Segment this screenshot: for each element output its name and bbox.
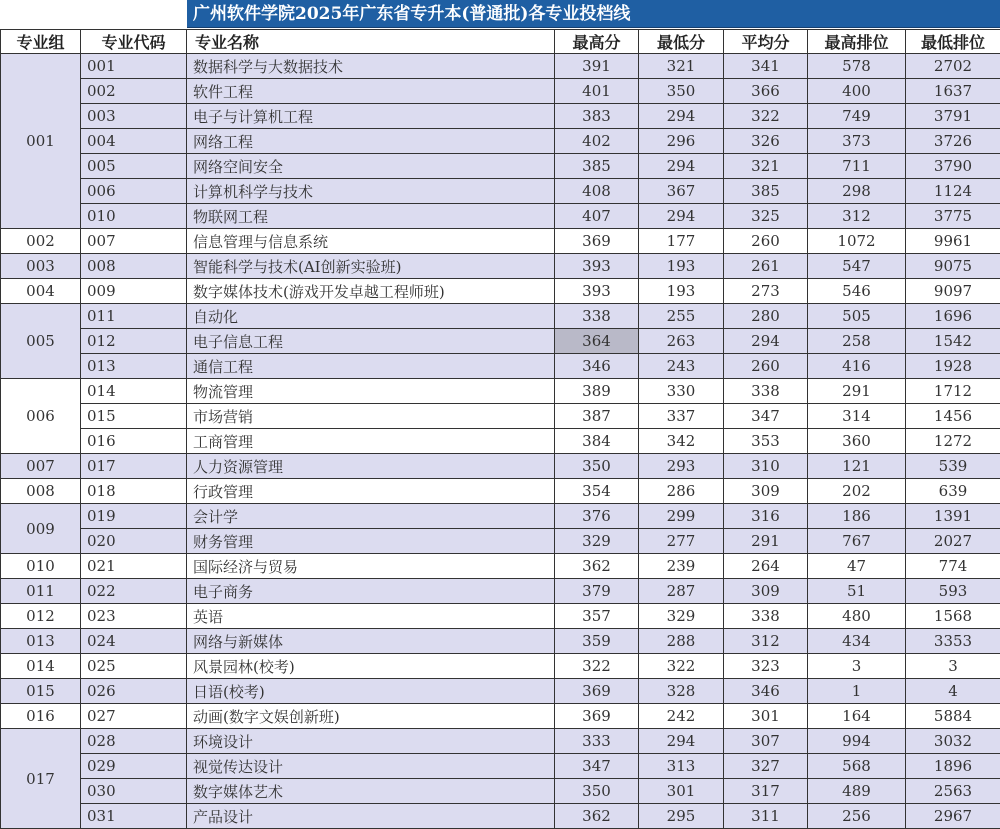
avg-score-cell[interactable]: 316: [724, 504, 808, 529]
lowest-rank-cell[interactable]: 9075: [906, 254, 1000, 279]
major-code-cell[interactable]: 016: [81, 429, 187, 454]
major-code-cell[interactable]: 025: [81, 654, 187, 679]
header-name: 专业名称: [187, 30, 555, 54]
table-row: [1, 529, 1000, 554]
major-code-cell[interactable]: 005: [81, 154, 187, 179]
table-row: [1, 654, 1000, 679]
highest-rank-cell[interactable]: 1072: [808, 229, 906, 254]
highest-rank-cell[interactable]: 568: [808, 754, 906, 779]
table-row: [1, 729, 1000, 754]
major-code-cell[interactable]: 001: [81, 54, 187, 79]
max-score-cell[interactable]: 362: [555, 804, 639, 829]
avg-score-cell[interactable]: 323: [724, 654, 808, 679]
lowest-rank-cell[interactable]: 3726: [906, 129, 1000, 154]
max-score-cell[interactable]: 393: [555, 254, 639, 279]
highest-rank-cell[interactable]: 1: [808, 679, 906, 704]
table-row: [1, 754, 1000, 779]
major-name-cell[interactable]: 工商管理: [187, 429, 555, 454]
highest-rank-cell[interactable]: 749: [808, 104, 906, 129]
major-code-cell[interactable]: 009: [81, 279, 187, 304]
major-code-cell[interactable]: 017: [81, 454, 187, 479]
avg-score-cell[interactable]: 347: [724, 404, 808, 429]
table-row: [1, 429, 1000, 454]
header-lowest-rank: 最低排位: [906, 30, 1000, 54]
lowest-rank-cell[interactable]: 3775: [906, 204, 1000, 229]
max-score-cell[interactable]: 329: [555, 529, 639, 554]
major-name-cell[interactable]: 电子与计算机工程: [187, 104, 555, 129]
min-score-cell[interactable]: 301: [639, 779, 724, 804]
major-name-cell[interactable]: 环境设计: [187, 729, 555, 754]
group-cell[interactable]: 002: [1, 229, 81, 254]
highest-rank-cell[interactable]: 3: [808, 654, 906, 679]
major-name-cell[interactable]: 数字媒体技术(游戏开发卓越工程师班): [187, 279, 555, 304]
max-score-cell[interactable]: 387: [555, 404, 639, 429]
major-code-cell[interactable]: 029: [81, 754, 187, 779]
header-avg-score: 平均分: [724, 30, 808, 54]
header-row: [1, 30, 1000, 54]
major-name-cell[interactable]: 网络空间安全: [187, 154, 555, 179]
table-row: [1, 129, 1000, 154]
table-row: [1, 179, 1000, 204]
table-row: [1, 454, 1000, 479]
avg-score-cell[interactable]: 326: [724, 129, 808, 154]
min-score-cell[interactable]: 295: [639, 804, 724, 829]
avg-score-cell[interactable]: 260: [724, 354, 808, 379]
max-score-cell[interactable]: 346: [555, 354, 639, 379]
max-score-cell[interactable]: 369: [555, 229, 639, 254]
major-name-cell[interactable]: 网络工程: [187, 129, 555, 154]
group-cell[interactable]: 015: [1, 679, 81, 704]
max-score-cell[interactable]: 359: [555, 629, 639, 654]
table-row: [1, 579, 1000, 604]
lowest-rank-cell[interactable]: 3790: [906, 154, 1000, 179]
header-highest-rank: 最高排位: [808, 30, 906, 54]
major-code-cell[interactable]: 019: [81, 504, 187, 529]
major-code-cell[interactable]: 020: [81, 529, 187, 554]
lowest-rank-cell[interactable]: 1542: [906, 329, 1000, 354]
group-cell[interactable]: 013: [1, 629, 81, 654]
min-score-cell[interactable]: 294: [639, 204, 724, 229]
group-cell[interactable]: 009: [1, 504, 81, 554]
major-code-cell[interactable]: 006: [81, 179, 187, 204]
avg-score-cell[interactable]: 273: [724, 279, 808, 304]
min-score-cell[interactable]: 242: [639, 704, 724, 729]
avg-score-cell[interactable]: 264: [724, 554, 808, 579]
major-code-cell[interactable]: 012: [81, 329, 187, 354]
min-score-cell[interactable]: 255: [639, 304, 724, 329]
max-score-cell[interactable]: 322: [555, 654, 639, 679]
major-code-cell[interactable]: 018: [81, 479, 187, 504]
lowest-rank-cell[interactable]: 4: [906, 679, 1000, 704]
max-score-cell[interactable]: 364: [555, 329, 639, 354]
major-name-cell[interactable]: 物联网工程: [187, 204, 555, 229]
lowest-rank-cell[interactable]: 3: [906, 654, 1000, 679]
table-row: [1, 504, 1000, 529]
major-code-cell[interactable]: 021: [81, 554, 187, 579]
major-name-cell[interactable]: 人力资源管理: [187, 454, 555, 479]
major-name-cell[interactable]: 英语: [187, 604, 555, 629]
avg-score-cell[interactable]: 294: [724, 329, 808, 354]
lowest-rank-cell[interactable]: 5884: [906, 704, 1000, 729]
major-name-cell[interactable]: 会计学: [187, 504, 555, 529]
min-score-cell[interactable]: 296: [639, 129, 724, 154]
avg-score-cell[interactable]: 385: [724, 179, 808, 204]
max-score-cell[interactable]: 385: [555, 154, 639, 179]
min-score-cell[interactable]: 243: [639, 354, 724, 379]
highest-rank-cell[interactable]: 505: [808, 304, 906, 329]
lowest-rank-cell[interactable]: 639: [906, 479, 1000, 504]
group-cell[interactable]: 005: [1, 304, 81, 379]
max-score-cell[interactable]: 402: [555, 129, 639, 154]
lowest-rank-cell[interactable]: 1896: [906, 754, 1000, 779]
major-name-cell[interactable]: 自动化: [187, 304, 555, 329]
max-score-cell[interactable]: 393: [555, 279, 639, 304]
max-score-cell[interactable]: 354: [555, 479, 639, 504]
lowest-rank-cell[interactable]: 1124: [906, 179, 1000, 204]
major-name-cell[interactable]: 计算机科学与技术: [187, 179, 555, 204]
table-row: [1, 479, 1000, 504]
major-name-cell[interactable]: 产品设计: [187, 804, 555, 829]
lowest-rank-cell[interactable]: 1696: [906, 304, 1000, 329]
highest-rank-cell[interactable]: 994: [808, 729, 906, 754]
major-name-cell[interactable]: 信息管理与信息系统: [187, 229, 555, 254]
max-score-cell[interactable]: 384: [555, 429, 639, 454]
max-score-cell[interactable]: 408: [555, 179, 639, 204]
major-code-cell[interactable]: 010: [81, 204, 187, 229]
min-score-cell[interactable]: 337: [639, 404, 724, 429]
table-row: [1, 279, 1000, 304]
lowest-rank-cell[interactable]: 774: [906, 554, 1000, 579]
major-name-cell[interactable]: 数据科学与大数据技术: [187, 54, 555, 79]
highest-rank-cell[interactable]: 312: [808, 204, 906, 229]
group-cell[interactable]: 006: [1, 379, 81, 454]
table-row: [1, 379, 1000, 404]
highest-rank-cell[interactable]: 360: [808, 429, 906, 454]
highest-rank-cell[interactable]: 400: [808, 79, 906, 104]
min-score-cell[interactable]: 239: [639, 554, 724, 579]
avg-score-cell[interactable]: 307: [724, 729, 808, 754]
group-cell[interactable]: 016: [1, 704, 81, 729]
lowest-rank-cell[interactable]: 2967: [906, 804, 1000, 829]
lowest-rank-cell[interactable]: 9961: [906, 229, 1000, 254]
avg-score-cell[interactable]: 317: [724, 779, 808, 804]
major-code-cell[interactable]: 028: [81, 729, 187, 754]
min-score-cell[interactable]: 328: [639, 679, 724, 704]
min-score-cell[interactable]: 313: [639, 754, 724, 779]
major-name-cell[interactable]: 智能科学与技术(AI创新实验班): [187, 254, 555, 279]
major-name-cell[interactable]: 行政管理: [187, 479, 555, 504]
major-code-cell[interactable]: 024: [81, 629, 187, 654]
min-score-cell[interactable]: 299: [639, 504, 724, 529]
header-group: 专业组: [1, 30, 81, 54]
group-cell[interactable]: 011: [1, 579, 81, 604]
highest-rank-cell[interactable]: 547: [808, 254, 906, 279]
highest-rank-cell[interactable]: 711: [808, 154, 906, 179]
lowest-rank-cell[interactable]: 2563: [906, 779, 1000, 804]
major-name-cell[interactable]: 通信工程: [187, 354, 555, 379]
table-row: [1, 104, 1000, 129]
group-cell[interactable]: 003: [1, 254, 81, 279]
table-row: [1, 404, 1000, 429]
highest-rank-cell[interactable]: 480: [808, 604, 906, 629]
min-score-cell[interactable]: 350: [639, 79, 724, 104]
max-score-cell[interactable]: 383: [555, 104, 639, 129]
table-row: [1, 554, 1000, 579]
group-cell[interactable]: 010: [1, 554, 81, 579]
lowest-rank-cell[interactable]: 3032: [906, 729, 1000, 754]
min-score-cell[interactable]: 263: [639, 329, 724, 354]
table-body: [1, 54, 1000, 829]
highest-rank-cell[interactable]: 291: [808, 379, 906, 404]
avg-score-cell[interactable]: 311: [724, 804, 808, 829]
major-code-cell[interactable]: 031: [81, 804, 187, 829]
table-row: [1, 204, 1000, 229]
min-score-cell[interactable]: 193: [639, 254, 724, 279]
highest-rank-cell[interactable]: 121: [808, 454, 906, 479]
avg-score-cell[interactable]: 325: [724, 204, 808, 229]
max-score-cell[interactable]: 407: [555, 204, 639, 229]
avg-score-cell[interactable]: 322: [724, 104, 808, 129]
major-code-cell[interactable]: 030: [81, 779, 187, 804]
major-code-cell[interactable]: 013: [81, 354, 187, 379]
major-name-cell[interactable]: 国际经济与贸易: [187, 554, 555, 579]
major-code-cell[interactable]: 026: [81, 679, 187, 704]
highest-rank-cell[interactable]: 546: [808, 279, 906, 304]
min-score-cell[interactable]: 329: [639, 604, 724, 629]
table-row: [1, 229, 1000, 254]
header-code: 专业代码: [81, 30, 187, 54]
max-score-cell[interactable]: 401: [555, 79, 639, 104]
min-score-cell[interactable]: 342: [639, 429, 724, 454]
avg-score-cell[interactable]: 261: [724, 254, 808, 279]
highest-rank-cell[interactable]: 416: [808, 354, 906, 379]
avg-score-cell[interactable]: 291: [724, 529, 808, 554]
major-code-cell[interactable]: 007: [81, 229, 187, 254]
major-name-cell[interactable]: 电子商务: [187, 579, 555, 604]
major-code-cell[interactable]: 011: [81, 304, 187, 329]
table-row: [1, 629, 1000, 654]
highest-rank-cell[interactable]: 164: [808, 704, 906, 729]
major-code-cell[interactable]: 023: [81, 604, 187, 629]
avg-score-cell[interactable]: 353: [724, 429, 808, 454]
major-name-cell[interactable]: 市场营销: [187, 404, 555, 429]
min-score-cell[interactable]: 193: [639, 279, 724, 304]
table-row: [1, 254, 1000, 279]
avg-score-cell[interactable]: 301: [724, 704, 808, 729]
max-score-cell[interactable]: 347: [555, 754, 639, 779]
title-spacer: [0, 0, 187, 28]
table-row: [1, 704, 1000, 729]
max-score-cell[interactable]: 389: [555, 379, 639, 404]
min-score-cell[interactable]: 294: [639, 729, 724, 754]
major-name-cell[interactable]: 电子信息工程: [187, 329, 555, 354]
major-name-cell[interactable]: 财务管理: [187, 529, 555, 554]
header-max-score: 最高分: [555, 30, 639, 54]
major-code-cell[interactable]: 027: [81, 704, 187, 729]
max-score-cell[interactable]: 391: [555, 54, 639, 79]
highest-rank-cell[interactable]: 767: [808, 529, 906, 554]
highest-rank-cell[interactable]: 298: [808, 179, 906, 204]
major-code-cell[interactable]: 003: [81, 104, 187, 129]
major-name-cell[interactable]: 网络与新媒体: [187, 629, 555, 654]
table-row: [1, 679, 1000, 704]
group-cell[interactable]: 014: [1, 654, 81, 679]
avg-score-cell[interactable]: 310: [724, 454, 808, 479]
major-name-cell[interactable]: 软件工程: [187, 79, 555, 104]
min-score-cell[interactable]: 322: [639, 654, 724, 679]
highest-rank-cell[interactable]: 578: [808, 54, 906, 79]
min-score-cell[interactable]: 288: [639, 629, 724, 654]
highest-rank-cell[interactable]: 434: [808, 629, 906, 654]
major-name-cell[interactable]: 物流管理: [187, 379, 555, 404]
highest-rank-cell[interactable]: 256: [808, 804, 906, 829]
min-score-cell[interactable]: 277: [639, 529, 724, 554]
avg-score-cell[interactable]: 260: [724, 229, 808, 254]
lowest-rank-cell[interactable]: 1272: [906, 429, 1000, 454]
avg-score-cell[interactable]: 338: [724, 379, 808, 404]
max-score-cell[interactable]: 338: [555, 304, 639, 329]
major-name-cell[interactable]: 视觉传达设计: [187, 754, 555, 779]
max-score-cell[interactable]: 376: [555, 504, 639, 529]
min-score-cell[interactable]: 286: [639, 479, 724, 504]
group-cell[interactable]: 017: [1, 729, 81, 829]
lowest-rank-cell[interactable]: 539: [906, 454, 1000, 479]
lowest-rank-cell[interactable]: 1391: [906, 504, 1000, 529]
major-code-cell[interactable]: 015: [81, 404, 187, 429]
group-cell[interactable]: 004: [1, 279, 81, 304]
header-min-score: 最低分: [639, 30, 724, 54]
max-score-cell[interactable]: 369: [555, 679, 639, 704]
table-row: [1, 604, 1000, 629]
major-code-cell[interactable]: 004: [81, 129, 187, 154]
table-row: [1, 154, 1000, 179]
min-score-cell[interactable]: 287: [639, 579, 724, 604]
lowest-rank-cell[interactable]: 1928: [906, 354, 1000, 379]
highest-rank-cell[interactable]: 51: [808, 579, 906, 604]
major-name-cell[interactable]: 日语(校考): [187, 679, 555, 704]
max-score-cell[interactable]: 369: [555, 704, 639, 729]
lowest-rank-cell[interactable]: 593: [906, 579, 1000, 604]
highest-rank-cell[interactable]: 373: [808, 129, 906, 154]
group-cell[interactable]: 008: [1, 479, 81, 504]
highest-rank-cell[interactable]: 489: [808, 779, 906, 804]
table-row: [1, 354, 1000, 379]
group-cell[interactable]: 001: [1, 54, 81, 229]
lowest-rank-cell[interactable]: 1712: [906, 379, 1000, 404]
max-score-cell[interactable]: 350: [555, 454, 639, 479]
highest-rank-cell[interactable]: 314: [808, 404, 906, 429]
avg-score-cell[interactable]: 346: [724, 679, 808, 704]
lowest-rank-cell[interactable]: 2702: [906, 54, 1000, 79]
avg-score-cell[interactable]: 280: [724, 304, 808, 329]
page-title: 广州软件学院2025年广东省专升本(普通批)各专业投档线: [187, 0, 1000, 28]
min-score-cell[interactable]: 294: [639, 154, 724, 179]
avg-score-cell[interactable]: 327: [724, 754, 808, 779]
group-cell[interactable]: 007: [1, 454, 81, 479]
table-row: [1, 79, 1000, 104]
max-score-cell[interactable]: 362: [555, 554, 639, 579]
lowest-rank-cell[interactable]: 1456: [906, 404, 1000, 429]
highest-rank-cell[interactable]: 202: [808, 479, 906, 504]
table-row: [1, 329, 1000, 354]
major-code-cell[interactable]: 014: [81, 379, 187, 404]
lowest-rank-cell[interactable]: 2027: [906, 529, 1000, 554]
avg-score-cell[interactable]: 321: [724, 154, 808, 179]
highest-rank-cell[interactable]: 47: [808, 554, 906, 579]
avg-score-cell[interactable]: 338: [724, 604, 808, 629]
avg-score-cell[interactable]: 309: [724, 479, 808, 504]
avg-score-cell[interactable]: 312: [724, 629, 808, 654]
group-cell[interactable]: 012: [1, 604, 81, 629]
table-row: [1, 779, 1000, 804]
admission-score-table: [0, 29, 1000, 829]
min-score-cell[interactable]: 330: [639, 379, 724, 404]
max-score-cell[interactable]: 357: [555, 604, 639, 629]
table-row: [1, 304, 1000, 329]
major-code-cell[interactable]: 002: [81, 79, 187, 104]
lowest-rank-cell[interactable]: 3353: [906, 629, 1000, 654]
major-code-cell[interactable]: 008: [81, 254, 187, 279]
lowest-rank-cell[interactable]: 1637: [906, 79, 1000, 104]
max-score-cell[interactable]: 350: [555, 779, 639, 804]
min-score-cell[interactable]: 294: [639, 104, 724, 129]
min-score-cell[interactable]: 293: [639, 454, 724, 479]
min-score-cell[interactable]: 367: [639, 179, 724, 204]
avg-score-cell[interactable]: 341: [724, 54, 808, 79]
major-name-cell[interactable]: 动画(数字文娱创新班): [187, 704, 555, 729]
lowest-rank-cell[interactable]: 9097: [906, 279, 1000, 304]
avg-score-cell[interactable]: 309: [724, 579, 808, 604]
max-score-cell[interactable]: 379: [555, 579, 639, 604]
min-score-cell[interactable]: 321: [639, 54, 724, 79]
avg-score-cell[interactable]: 366: [724, 79, 808, 104]
max-score-cell[interactable]: 333: [555, 729, 639, 754]
lowest-rank-cell[interactable]: 1568: [906, 604, 1000, 629]
lowest-rank-cell[interactable]: 3791: [906, 104, 1000, 129]
major-name-cell[interactable]: 数字媒体艺术: [187, 779, 555, 804]
table-row: [1, 804, 1000, 829]
highest-rank-cell[interactable]: 258: [808, 329, 906, 354]
major-code-cell[interactable]: 022: [81, 579, 187, 604]
table-row: [1, 54, 1000, 79]
min-score-cell[interactable]: 177: [639, 229, 724, 254]
highest-rank-cell[interactable]: 186: [808, 504, 906, 529]
major-name-cell[interactable]: 风景园林(校考): [187, 654, 555, 679]
